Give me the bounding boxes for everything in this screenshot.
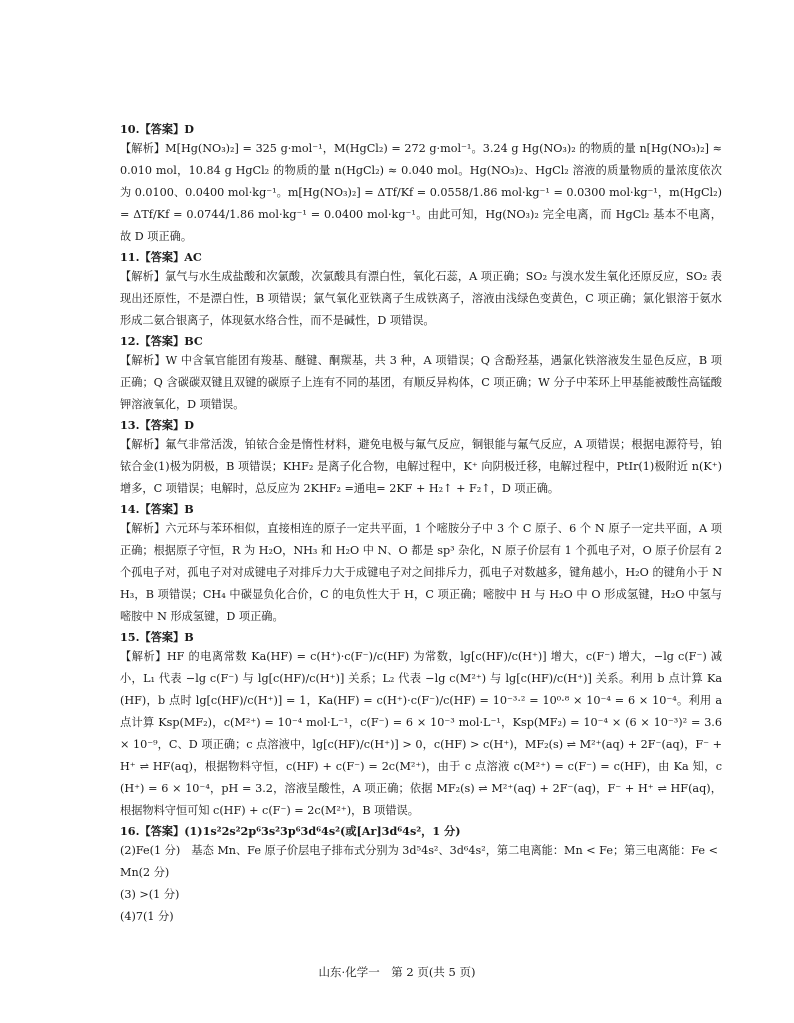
sub-answer-3: (3) >(1 分)	[120, 888, 180, 901]
explanation: 【解析】氯气与水生成盐酸和次氯酸，次氯酸具有漂白性，氧化石蕊，A 项正确；SO₂ 与溴水发生氧化还原反应，SO₂ 表现出还原性，不是漂白性，B 项错误；氯气氧化亚铁离子生成铁离子，溶液由浅绿色变黄色，C 项正确；氯化银溶于氨水形成二氨合银离子，体现氨水络合性，而不是碱性，D 项错误。	[120, 270, 722, 327]
page-footer: 山东·化学一 第 2 页(共 5 页)	[318, 965, 476, 979]
question-15	[120, 628, 722, 822]
question-13	[120, 416, 722, 500]
sub-answer-2: (2)Fe(1 分) 基态 Mn、Fe 原子价层电子排布式分别为 3d⁵4s²、3d⁶4s²，第二电离能：Mn < Fe；第三电离能：Fe < Mn(2 分)	[120, 844, 718, 879]
question-12	[120, 332, 722, 416]
explanation: 【解析】HF 的电离常数 Ka(HF) = c(H⁺)·c(F⁻)/c(HF) 为常数，lg[c(HF)/c(H⁺)] 增大，c(F⁻) 增大，−lg c(F⁻) 减小，L₁ 代表 −lg c(F⁻) 与 lg[c(HF)/c(H⁺)] 关系；L₂ 代表 −lg c(M²⁺) 与 lg[c(HF)/c(H⁺)] 关系。利用 b 点计算 Ka(HF)，b 点时 lg[c(HF)/c(H⁺)] = 1，Ka(HF) = c(H⁺)·c(F⁻)/c(HF) = 10⁻³·² = 10⁰·⁸ × 10⁻⁴ = 6 × 10⁻⁴。利用 a 点计算 Ksp(MF₂)，c(M²⁺) = 10⁻⁴ mol·L⁻¹，c(F⁻) = 6 × 10⁻³ mol·L⁻¹，Ksp(MF₂) = 10⁻⁴ × (6 × 10⁻³)² = 3.6 × 10⁻⁹，C、D 项正确；c 点溶液中，lg[c(HF)/c(H⁺)] > 0，c(HF) > c(H⁺)，MF₂(s) ⇌ M²⁺(aq) + 2F⁻(aq)，F⁻ + H⁺ ⇌ HF(aq)，根据物料守恒，c(HF) + c(F⁻) = 2c(M²⁺)，由于 c 点溶液 c(M²⁺) = c(F⁻) = c(HF)，由 Ka 知，c(H⁺) = 6 × 10⁻⁴，pH = 3.2，溶液呈酸性，A 项正确；依据 MF₂(s) ⇌ M²⁺(aq) + 2F⁻(aq)，F⁻ + H⁺ ⇌ HF(aq)，根据物料守恒可知 c(HF) + c(F⁻) = 2c(M²⁺)，B 项错误。	[120, 650, 722, 817]
answer-line: 14.【答案】B	[120, 502, 194, 516]
explanation: 【解析】氟气非常活泼，铂铱合金是惰性材料，避免电极与氟气反应，铜银能与氟气反应，A 项错误；根据电源符号，铂铱合金(1)极为阴极，B 项错误；KHF₂ 是离子化合物，电解过程中，K⁺ 向阴极迁移，电解过程中，PtIr(1)极附近 n(K⁺) 增多，C 项错误；电解时，总反应为 2KHF₂ =通电= 2KF + H₂↑ + F₂↑，D 项正确。	[120, 438, 722, 495]
answer-line: 12.【答案】BC	[120, 334, 203, 348]
answer-line: 10.【答案】D	[120, 122, 194, 136]
answer-line: 16.【答案】(1)1s²2s²2p⁶3s²3p⁶3d⁶4s²(或[Ar]3d⁶4s²，1 分)	[120, 824, 461, 838]
explanation: 【解析】六元环与苯环相似，直接相连的原子一定共平面，1 个嘧胺分子中 3 个 C 原子、6 个 N 原子一定共平面，A 项正确；根据原子守恒，R 为 H₂O，NH₃ 和 H₂O 中 N、O 都是 sp³ 杂化，N 原子价层有 1 个孤电子对，O 原子价层有 2 个孤电子对，孤电子对对成键电子对排斥力大于成键电子对之间排斥力，孤电子对数越多，键角越小，H₂O 的键角小于 NH₃，B 项错误；CH₄ 中碳显负化合价，C 的电负性大于 H，C 项正确；嘧胺中 H 与 H₂O 中 O 形成氢键，H₂O 中氢与嘧胺中 N 形成氢键，D 项正确。	[120, 522, 722, 623]
explanation: 【解析】M[Hg(NO₃)₂] = 325 g·mol⁻¹，M(HgCl₂) = 272 g·mol⁻¹。3.24 g Hg(NO₃)₂ 的物质的量 n[Hg(NO₃)₂] ≈ 0.010 mol，10.84 g HgCl₂ 的物质的量 n(HgCl₂) ≈ 0.040 mol。Hg(NO₃)₂、HgCl₂ 溶液的质量物质的量浓度依次为 0.0100、0.0400 mol·kg⁻¹。m[Hg(NO₃)₂] = ΔTf/Kf = 0.0558/1.86 mol·kg⁻¹ = 0.0300 mol·kg⁻¹，m(HgCl₂) = ΔTf/Kf = 0.0744/1.86 mol·kg⁻¹ = 0.0400 mol·kg⁻¹。由此可知，Hg(NO₃)₂ 完全电离，而 HgCl₂ 基本不电离，故 D 项正确。	[120, 142, 722, 243]
question-14	[120, 500, 722, 628]
answer-line: 15.【答案】B	[120, 630, 194, 644]
question-16	[120, 822, 722, 928]
question-11	[120, 248, 722, 332]
sub-answer-4: (4)7(1 分)	[120, 910, 174, 923]
explanation: 【解析】W 中含氧官能团有羧基、醚键、酮羰基，共 3 种，A 项错误；Q 含酚羟基，遇氯化铁溶液发生显色反应，B 项正确；Q 含碳碳双键且双键的碳原子上连有不同的基团，有顺反异构体，C 项正确；W 分子中苯环上甲基能被酸性高锰酸钾溶液氧化，D 项错误。	[120, 354, 722, 411]
question-10	[120, 120, 722, 248]
answer-line: 11.【答案】AC	[120, 250, 202, 264]
answer-line: 13.【答案】D	[120, 418, 194, 432]
